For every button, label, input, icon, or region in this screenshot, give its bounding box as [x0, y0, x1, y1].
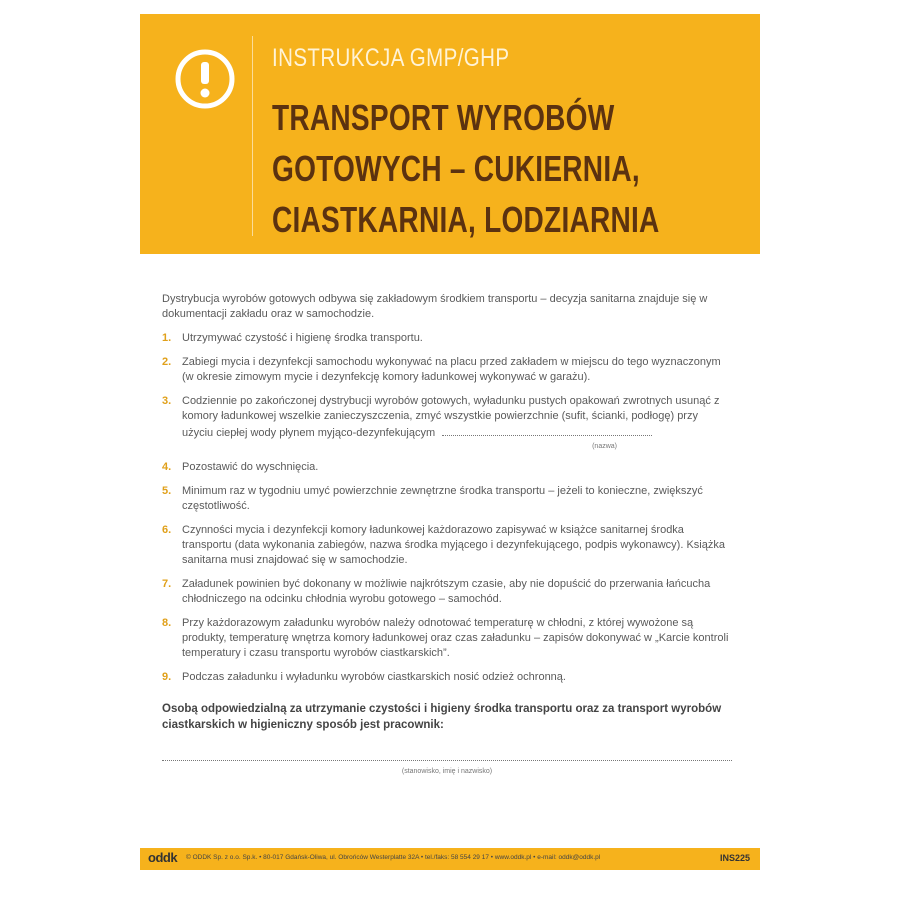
instruction-sheet	[140, 14, 760, 886]
exclamation-circle-icon	[174, 48, 236, 110]
signature-caption: (stanowisko, imię i nazwisko)	[401, 768, 493, 775]
step-item	[162, 394, 732, 451]
fill-line-caption: (nazwa)	[592, 443, 617, 450]
step-number: 2.	[162, 356, 172, 368]
intro-paragraph: Dystrybucja wyrobów gotowych odbywa się zakładowym środkiem transportu – decyzja sanitarna znajduje się w dokumentacji zakładu oraz w samochodzie.	[162, 293, 708, 320]
step-item	[162, 577, 732, 607]
step-number: 6.	[162, 524, 172, 536]
title-line: GOTOWYCH – CUKIERNIA,	[272, 148, 640, 189]
signature-fill-line[interactable]	[162, 759, 732, 761]
step-text: Załadunek powinien być dokonany w możliwie najkrótszym czasie, aby nie dopuścić do przerwania łańcucha chłodniczego na odcinku chłodnia wyrobu gotowego – samochód.	[182, 578, 711, 605]
step-item	[162, 331, 732, 346]
step-item	[162, 484, 732, 514]
step-text: Podczas załadunku i wyładunku wyrobów ciastkarskich nosić odzież ochronną.	[182, 671, 566, 683]
footer-bar	[140, 848, 760, 870]
step-item	[162, 460, 732, 475]
step-number: 5.	[162, 485, 172, 497]
step-item	[162, 616, 732, 661]
step-text: Utrzymywać czystość i higienę środka transportu.	[182, 332, 423, 344]
oddk-logo: oddk	[148, 850, 178, 865]
responsible-person-statement: Osobą odpowiedzialną za utrzymanie czystości i higieny środka transportu oraz za transport wyrobów ciastkarskich w higieniczny sposób jest pracownik:	[162, 703, 722, 731]
document-code: INS225	[719, 853, 750, 863]
step-number: 1.	[162, 332, 172, 344]
step-number: 7.	[162, 578, 172, 590]
step-number: 4.	[162, 461, 172, 473]
steps-list	[162, 331, 732, 685]
step-text: Zabiegi mycia i dezynfekcji samochodu wykonywać na placu przed zakładem w miejscu do tego wyznaczonym (w okresie zimowym mycie i dezynfekcję komory ładunkowej wykonywać w garażu).	[182, 356, 721, 383]
instruction-body	[162, 292, 732, 779]
header-divider	[252, 36, 253, 236]
step-number: 3.	[162, 395, 172, 407]
agent-name-fill-line[interactable]	[442, 424, 652, 436]
step-item	[162, 523, 732, 568]
step-item	[162, 670, 732, 685]
step-text: Pozostawić do wyschnięcia.	[182, 461, 319, 473]
title-line: CIASTKARNIA, LODZIARNIA	[272, 199, 660, 240]
step-item	[162, 355, 732, 385]
step-text: Codziennie po zakończonej dystrybucji wyrobów gotowych, wyładunku pustych opakowań zwrotnych usunąć z komory ładunkowej wszelkie zanieczyszczenia, zmyć wszystkie powierzchnie (sufit, ścianki, podłogę) przy użyciu ciepłej wody płynem myjąco-dezynfekującym	[182, 395, 720, 439]
step-text: Czynności mycia i dezynfekcji komory ładunkowej każdorazowo zapisywać w książce sanitarnej środka transportu (data wykonania zabiegów, nazwa środka myjącego i dezynfekującego, podpis wykonawcy). Książka sanitarna musi znajdować się w samochodzie.	[182, 524, 725, 566]
document-title	[272, 92, 709, 245]
step-text: Przy każdorazowym załadunku wyrobów należy odnotować temperaturę w chłodni, z której wywożone są produkty, temperaturę wnętrza komory ładunkowej oraz czas załadunku – zapisów dokonywać w „Karcie kontroli temperatury i czasu transportu wyrobów ciastkarskich”.	[182, 617, 729, 659]
step-text: Minimum raz w tygodniu umyć powierzchnie zewnętrzne środka transportu – jeżeli to konieczne, zwiększyć częstotliwość.	[182, 485, 703, 512]
footer-contact: © ODDK Sp. z o.o. Sp.k. • 80-017 Gdańsk-Oliwa, ul. Obrońców Westerplatte 32A • tel./faks: 58 554 29 17 • www.oddk.pl • e-mail: oddk@oddk.pl	[186, 854, 601, 861]
step-number: 9.	[162, 671, 172, 683]
header-banner	[140, 14, 760, 254]
document-kicker: INSTRUKCJA GMP/GHP	[272, 44, 510, 72]
title-line: TRANSPORT WYROBÓW	[272, 97, 615, 138]
step-number: 8.	[162, 617, 172, 629]
